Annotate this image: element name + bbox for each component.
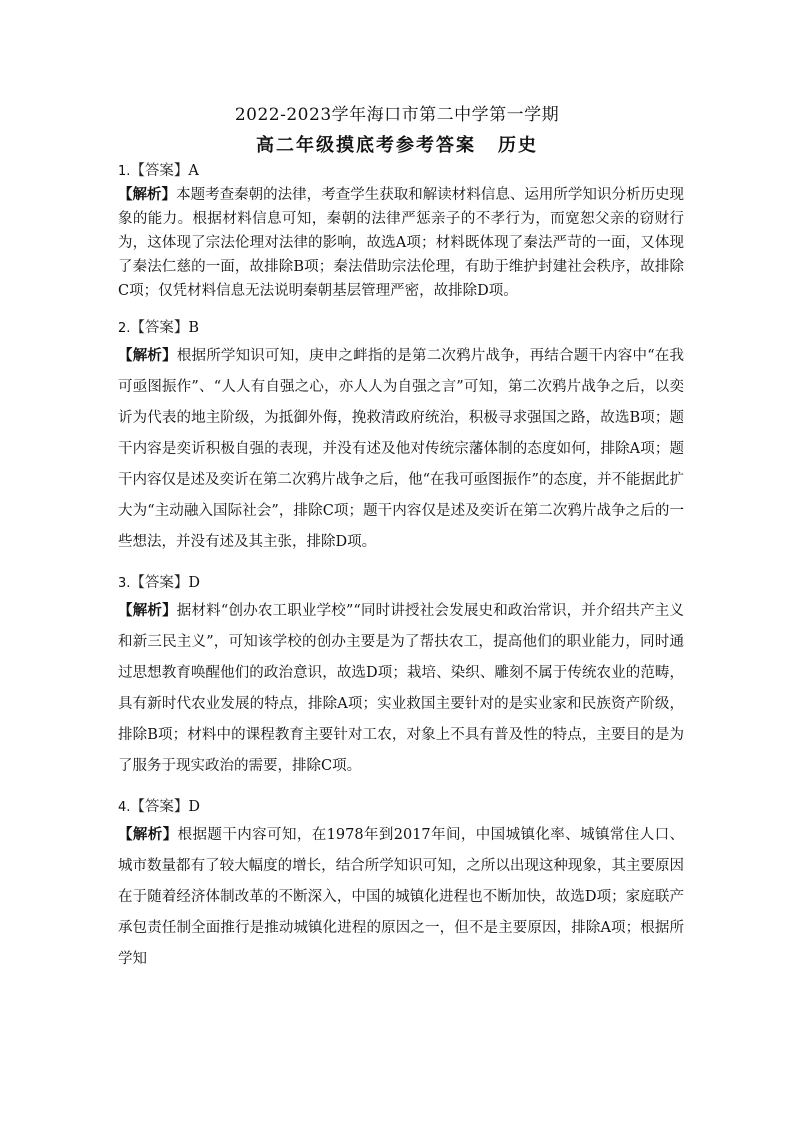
- analysis-line: 象的能力。根据材料信息可知，秦朝的法律严惩亲子的不孝行为，而宽恕父亲的窃财行为，: [118, 211, 684, 251]
- answer-value: D: [188, 799, 201, 815]
- analysis-line: 仅凭材料信息无法说明秦朝基层管理严密，故排除D项。: [158, 283, 518, 299]
- question-block-4: [118, 796, 684, 975]
- analysis-line: “主动融入国际社会”，排除C项；题干内容仅是述及奕䜣在第二次鸦片战争之后的一些想: [118, 503, 684, 550]
- analysis-line: 容仅是述及奕䜣在第二次鸦片战争之后，他“在我可亟图振作”的态度，并不能据此扩大为: [118, 472, 685, 519]
- document-title: 2022-2023学年海口市第二中学第一学期: [234, 105, 560, 125]
- subtitle-subject: 历史: [498, 135, 538, 156]
- analysis-label: 【解析】: [118, 347, 177, 364]
- subtitle-exam: 高二年级摸底考参考答案: [256, 135, 476, 156]
- analysis-paragraph: [118, 183, 684, 303]
- document-subtitle: [0, 131, 794, 157]
- answer-line: [118, 572, 684, 595]
- analysis-line: 责任制全面推行是推动城镇化进程的原因之一，但不是主要原因，排除A项；根据所学知: [118, 920, 685, 967]
- question-block-1: [118, 160, 684, 303]
- analysis-line: 根据所学知识可知，庚申之衅指的是第二次鸦片战争，再结合题干内容中“在我可: [118, 348, 685, 395]
- analysis-label: 【解析】: [118, 602, 177, 619]
- analysis-line: 有新时代农业发展的特点，排除A项；实业救国主要针对的是实业家和民族资产阶级，排: [118, 696, 685, 743]
- analysis-paragraph: [118, 340, 684, 558]
- answer-label: 【答案】: [130, 320, 189, 336]
- question-number: 3.: [118, 576, 131, 591]
- analysis-line: 本题考查秦朝的法律，考查学生获取和解读材料信息、运用所学知识分析历史现: [176, 187, 685, 203]
- analysis-line: 据材料“创办农工职业学校”“同时讲授社会发展史和政治常识，并介绍共产主义: [176, 603, 684, 619]
- answer-value: B: [188, 320, 200, 336]
- analysis-label: 【解析】: [118, 186, 177, 203]
- answer-value: D: [188, 575, 201, 591]
- analysis-line: 这体现了宗法伦理对法律的影响，故选A项；材料既体现了秦法严苛的一面，又体现了秦: [118, 235, 685, 275]
- answer-label: 【答案】: [130, 799, 189, 815]
- answer-content: [118, 160, 684, 979]
- answer-label: 【答案】: [130, 575, 189, 591]
- analysis-label: 【解析】: [118, 826, 178, 843]
- answer-value: A: [188, 163, 199, 179]
- analysis-line: 代表的地主阶级，为抵御外侮，挽救清政府统治，积极寻求强国之路，故选B项；题干内: [118, 410, 685, 457]
- analysis-line: 和新三民主义”，可知该学校的创办主要是为了帮扶农工，提高他们的职业能力，同时通过: [118, 634, 684, 681]
- analysis-line: 亟图振作”、“人人有自强之心，亦人人为自强之言”可知，第二次鸦片战争之后，以奕䜣为: [118, 379, 684, 426]
- answer-line: [118, 317, 684, 340]
- question-number: 4.: [118, 800, 131, 815]
- analysis-line: 法，并没有述及其主张，排除D项。: [147, 534, 377, 550]
- analysis-line: 容是奕䜣积极自强的表现，并没有述及他对传统宗藩体制的态度如何，排除A项；题干内: [118, 441, 685, 488]
- question-number: 1.: [118, 164, 131, 179]
- analysis-line: 服务于现实政治的需要，排除C项。: [132, 758, 362, 774]
- analysis-line: 除B项；材料中的课程教育主要针对工农，对象上不具有普及性的特点，主要目的是为了: [118, 727, 685, 774]
- analysis-line: 法仁慈的一面，故排除B项；秦法借助宗法伦理，有助于维护封建社会秩序，故排除C项；: [118, 259, 685, 299]
- answer-line: [118, 160, 684, 183]
- analysis-line: 随着经济体制改革的不断深入，中国的城镇化进程也不断加快，故选D项；家庭联产承包: [118, 889, 685, 936]
- question-number: 2.: [118, 321, 131, 336]
- question-block-3: [118, 572, 684, 782]
- analysis-paragraph: [118, 819, 684, 975]
- answer-label: 【答案】: [130, 163, 189, 179]
- answer-line: [118, 796, 684, 819]
- question-block-2: [118, 317, 684, 558]
- analysis-line: 根据题干内容可知，在1978年到2017年间，中国城镇化率、城镇常住人口、城: [118, 827, 685, 874]
- analysis-paragraph: [118, 595, 684, 782]
- analysis-line: 市数量都有了较大幅度的增长，结合所学知识可知，之所以出现这种现象，其主要原因在于: [118, 858, 684, 905]
- analysis-line: 思想教育唤醒他们的政治意识，故选D项；栽培、染织、雕刻不属于传统农业的范畴，具: [118, 665, 685, 712]
